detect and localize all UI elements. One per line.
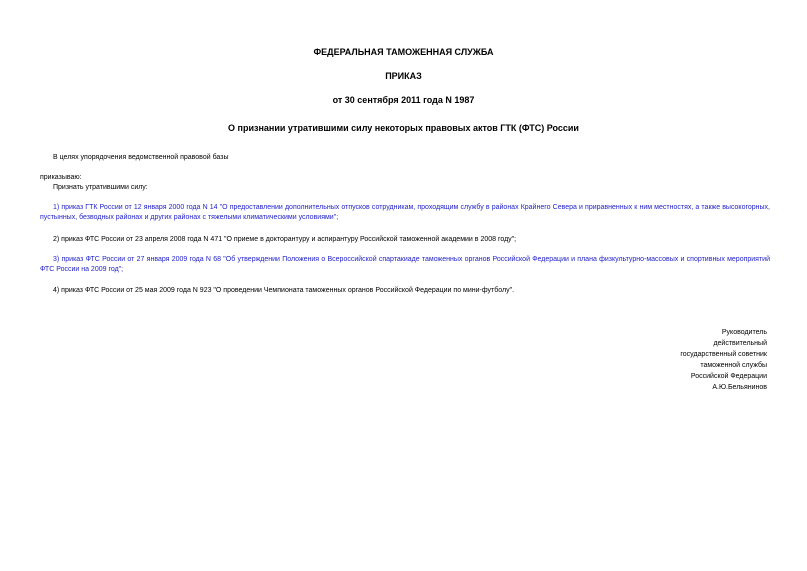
item-3-link[interactable]: 3) приказ ФТС России от 27 января 2009 года N 68 "Об утверждении Положения о Всероссийской спартакиаде таможенных органов Российской Федерации и плана физкультурно-массовых и спортивных мероприятий ФТС России на 2009 год"; [40, 256, 770, 273]
signature-line-1: Руководитель [721, 329, 767, 336]
item-4: 4) приказ ФТС России от 25 мая 2009 года N 923 "О проведении Чемпионата таможенных органов Российской Федерации по мини-футболу". [53, 287, 515, 294]
document-title: О признании утратившими силу некоторых правовых актов ГТК (ФТС) России [228, 123, 579, 133]
recognize-text: Признать утратившими силу: [53, 184, 148, 191]
intro-text: В целях упорядочения ведомственной правовой базы [53, 154, 229, 161]
agency-heading: ФЕДЕРАЛЬНАЯ ТАМОЖЕННАЯ СЛУЖБА [313, 47, 494, 57]
item-2: 2) приказ ФТС России от 23 апреля 2008 года N 471 "О приеме в докторантуру и аспирантуру Российской таможенной академии в 2008 году"; [53, 236, 517, 243]
item-1-link[interactable]: 1) приказ ГТК России от 12 января 2000 года N 14 "О предоставлении дополнительных отпусков сотрудникам, проходящим службу в районах Крайнего Севера и приравненных к ним местностях, а также высокогорных, пустынных, безводных районах и других районах с тяжелыми климатическими условиями"; [40, 204, 770, 221]
doc-type-heading: ПРИКАЗ [385, 71, 422, 81]
signature-name: А.Ю.Бельянинов [712, 384, 767, 391]
signature-line-4: таможенной службы [700, 362, 767, 369]
signature-line-3: государственный советник [680, 351, 767, 358]
order-word: приказываю: [40, 174, 82, 181]
date-number-heading: от 30 сентября 2011 года N 1987 [332, 95, 475, 105]
signature-line-2: действительный [713, 340, 767, 347]
signature-line-5: Российской Федерации [690, 373, 767, 380]
